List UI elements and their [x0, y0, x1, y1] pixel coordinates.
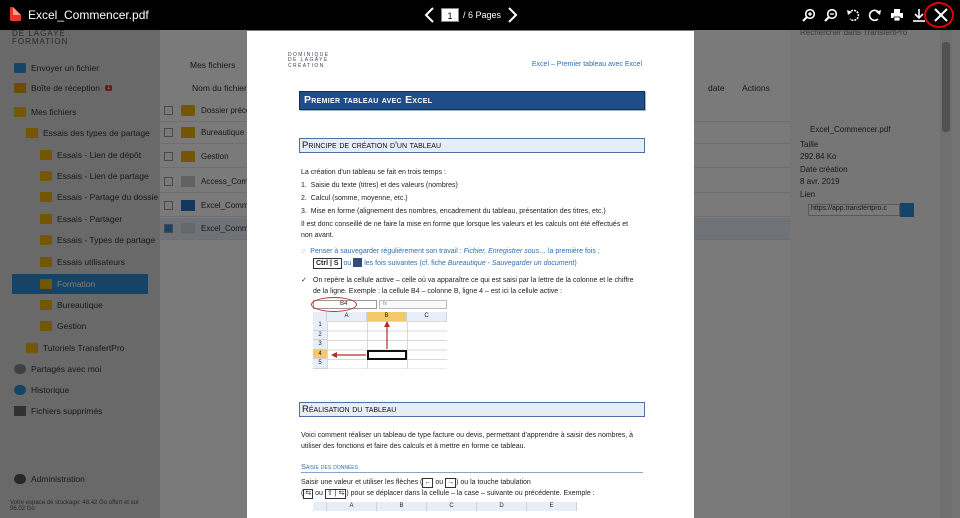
row-header: 3 — [313, 340, 327, 350]
pdf-viewer-toolbar — [0, 0, 960, 30]
corner-cell — [313, 502, 327, 511]
section-heading: Principe de création d'un tableau — [299, 138, 645, 153]
example-table — [313, 502, 577, 518]
right-arrow-key: → — [447, 479, 455, 486]
excel-illustration — [313, 300, 447, 374]
saisie-paragraph: Saisir une valeur et utiliser les flèches ( ← ou → ) ou la touche tabulation ( ⇆ ou ⇧ | ⇆ ) pour se déplacer dans la cellule – la case – suivante ou précédente. Exemple : — [301, 479, 595, 497]
pointer-arrows — [313, 300, 447, 374]
viewer-filename: Excel_Commencer.pdf — [28, 8, 149, 22]
column-header: E — [527, 502, 577, 511]
realisation-text: Voici comment réaliser un tableau de type facture ou devis, permettant d'apprendre à saisir des nombres, à utiliser des fonctions et faire des calculs et à mettre en forme ce tableau. — [301, 432, 634, 450]
subsection-heading: Saisie des données — [301, 462, 643, 473]
intro-text: La création d'un tableau se fait en trois temps : — [301, 169, 446, 176]
column-header: C — [407, 312, 447, 321]
page-navigator — [423, 6, 519, 24]
shift-tab-key: ⇧ | ⇆ — [326, 489, 345, 497]
rotate-right-icon[interactable] — [864, 3, 886, 27]
tip-paragraph: ☞ Penser à sauvegarder régulièrement son travail : Fichier, Enregistrer sous… la première fois ; Ctrl | S ou les fois suivantes (cf. fiche Bureautique - Sauvegarder un document) — [301, 248, 600, 267]
page-count-label: / 6 Pages — [463, 10, 502, 20]
ctrl-s-key: Ctrl | S — [313, 258, 342, 269]
list-item: 1. Saisie du texte (titres) et des valeurs (nombres) — [301, 182, 458, 189]
save-icon — [353, 258, 362, 267]
advice-text: Il est donc conseillé de ne faire la mise en forme que lorsque les valeurs et les calculs ont été effectués et non avant. — [301, 221, 629, 239]
page-number-input[interactable]: 1 — [441, 8, 459, 22]
document-title: Premier tableau avec Excel — [299, 91, 645, 110]
close-button-highlight — [924, 2, 954, 28]
column-header: A — [327, 502, 377, 511]
pdf-file-icon — [10, 7, 21, 21]
zoom-in-icon[interactable] — [798, 3, 820, 27]
row-header: 5 — [313, 359, 327, 369]
list-item: 2. Calcul (somme, moyenne, etc.) — [301, 195, 408, 202]
next-page-icon[interactable] — [505, 6, 519, 24]
checkmark-icon: ✓ — [301, 277, 307, 284]
list-item: 3. Mise en forme (alignement des nombres, encadrement du tableau, présentation des titres, etc.) — [301, 208, 606, 215]
document-header: Excel – Premier tableau avec Excel — [531, 61, 642, 68]
row-header-active: 4 — [313, 350, 327, 360]
print-icon[interactable] — [886, 3, 908, 27]
formula-bar: fx — [379, 300, 447, 309]
column-header: C — [427, 502, 477, 511]
column-header: B — [377, 502, 427, 511]
row-header: 1 — [313, 321, 327, 331]
document-logo: DOMINIQUE DE LAGAYE CRÉATION — [288, 52, 330, 69]
zoom-out-icon[interactable] — [820, 3, 842, 27]
column-header: A — [327, 312, 367, 321]
pdf-page[interactable] — [247, 31, 694, 518]
name-box: B4 — [313, 300, 377, 309]
column-header-active: B — [367, 312, 407, 321]
column-header: D — [477, 502, 527, 511]
left-arrow-key: ← — [424, 479, 432, 486]
tab-key: ⇆ — [305, 489, 312, 497]
check-paragraph: ✓ On repère la cellule active – celle où va apparaître ce qui est saisi par la lettre de la colonne et le chiffre de la ligne. Exemple : la cellule B4 – colonne B, ligne 4 – est ici la cellule active : — [301, 277, 634, 295]
section-heading: Réalisation du tableau — [299, 402, 645, 417]
previous-page-icon[interactable] — [423, 6, 437, 24]
rotate-left-icon[interactable] — [842, 3, 864, 27]
row-header: 2 — [313, 331, 327, 341]
